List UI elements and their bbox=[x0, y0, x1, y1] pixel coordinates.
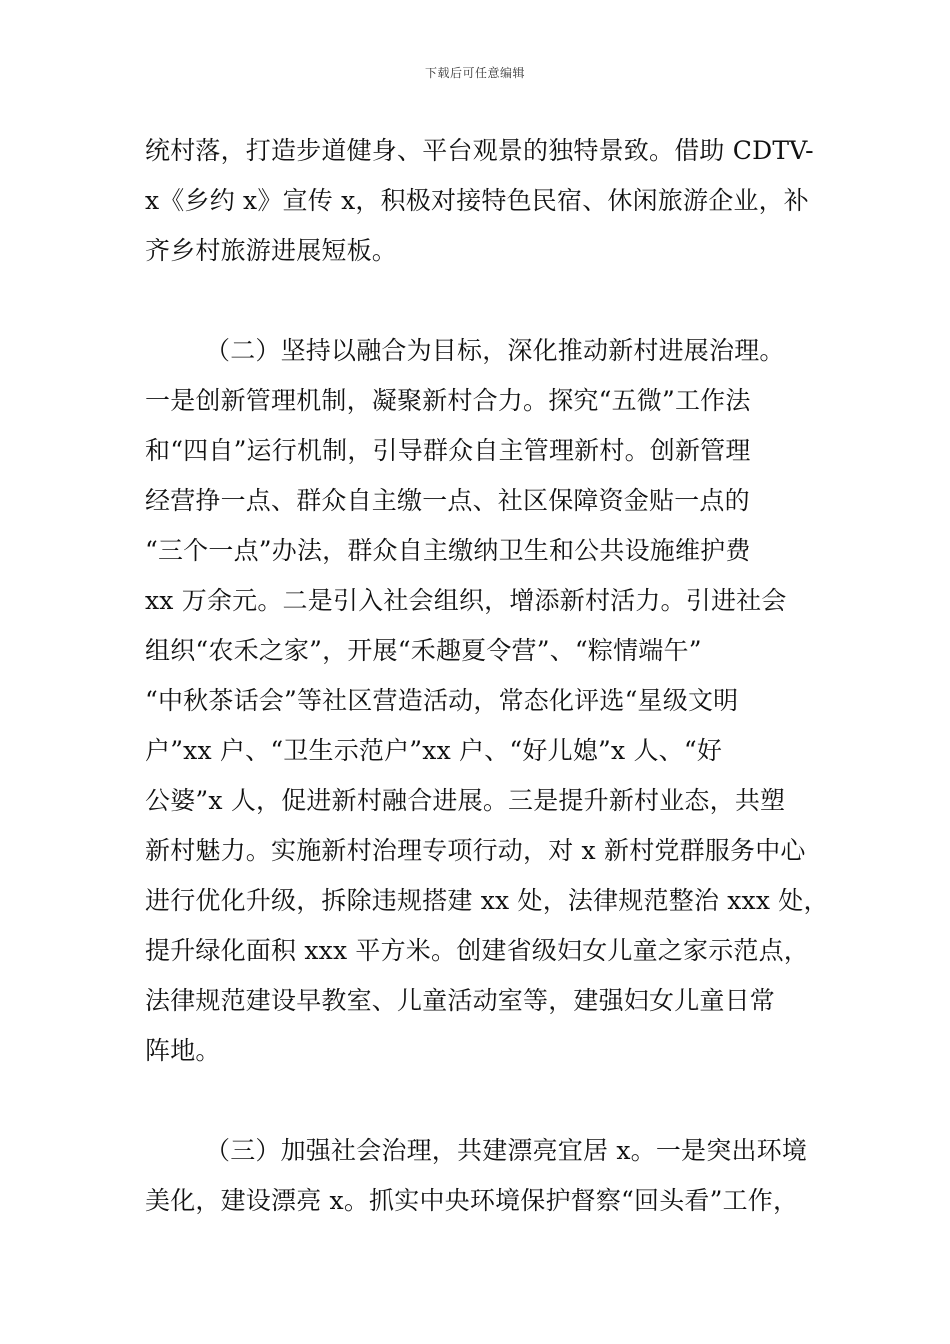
paragraph-2-line-11: 新村魅力。实施新村治理专项行动，对 x 新村党群服务中心 bbox=[145, 836, 806, 865]
paragraph-1-line-1: 统村落，打造步道健身、平台观景的独特景致。借助 CDTV- bbox=[145, 136, 814, 165]
paragraph-gap bbox=[145, 276, 825, 326]
paragraph-2-line-12: 进行优化升级，拆除违规搭建 xx 处，法律规范整治 xxx 处， bbox=[145, 886, 829, 915]
page-header: 下载后可任意编辑 bbox=[424, 66, 525, 80]
paragraph-2-line-5: “三个一点”办法，群众自主缴纳卫生和公共设施维护费 bbox=[145, 536, 751, 565]
paragraph-2-line-15: 阵地。 bbox=[145, 1036, 221, 1065]
paragraph-gap bbox=[145, 1076, 825, 1126]
paragraph-2-line-2: 一是创新管理机制，凝聚新村合力。探究“五微”工作法 bbox=[145, 386, 751, 415]
document-body bbox=[145, 126, 829, 1226]
paragraph-1-line-3: 齐乡村旅游进展短板。 bbox=[145, 236, 398, 265]
paragraph-2-heading-line: （二）坚持以融合为目标，深化推动新村进展治理。 bbox=[205, 336, 785, 365]
paragraph-1-line-2: x《乡约 x》宣传 x，积极对接特色民宿、休闲旅游企业，补 bbox=[145, 186, 809, 215]
paragraph-2-line-3: 和“四自”运行机制，引导群众自主管理新村。创新管理 bbox=[145, 436, 751, 465]
paragraph-2-line-13: 提升绿化面积 xxx 平方米。创建省级妇女儿童之家示范点， bbox=[145, 936, 809, 965]
paragraph-2-line-4: 经营挣一点、群众自主缴一点、社区保障资金贴一点的 bbox=[145, 486, 750, 515]
paragraph-3-heading-line: （三）加强社会治理，共建漂亮宜居 x。一是突出环境 bbox=[205, 1136, 808, 1165]
paragraph-2-line-14: 法律规范建设早教室、儿童活动室等，建强妇女儿童日常 bbox=[145, 986, 776, 1015]
paragraph-2-line-8: “中秋茶话会”等社区营造活动，常态化评选“星级文明 bbox=[145, 686, 739, 715]
paragraph-2-line-6: xx 万余元。二是引入社会组织，增添新村活力。引进社会 bbox=[145, 586, 787, 615]
paragraph-2-line-9: 户”xx 户、“卫生示范户”xx 户、“好儿媳”x 人、“好 bbox=[145, 736, 723, 765]
paragraph-2-line-7: 组织“农禾之家”，开展“禾趣夏令营”、“粽情端午” bbox=[145, 636, 702, 665]
paragraph-3-line-2: 美化，建设漂亮 x。抓实中央环境保护督察“回头看”工作， bbox=[145, 1186, 799, 1215]
paragraph-2-line-10: 公婆”x 人，促进新村融合进展。三是提升新村业态，共塑 bbox=[145, 786, 786, 815]
